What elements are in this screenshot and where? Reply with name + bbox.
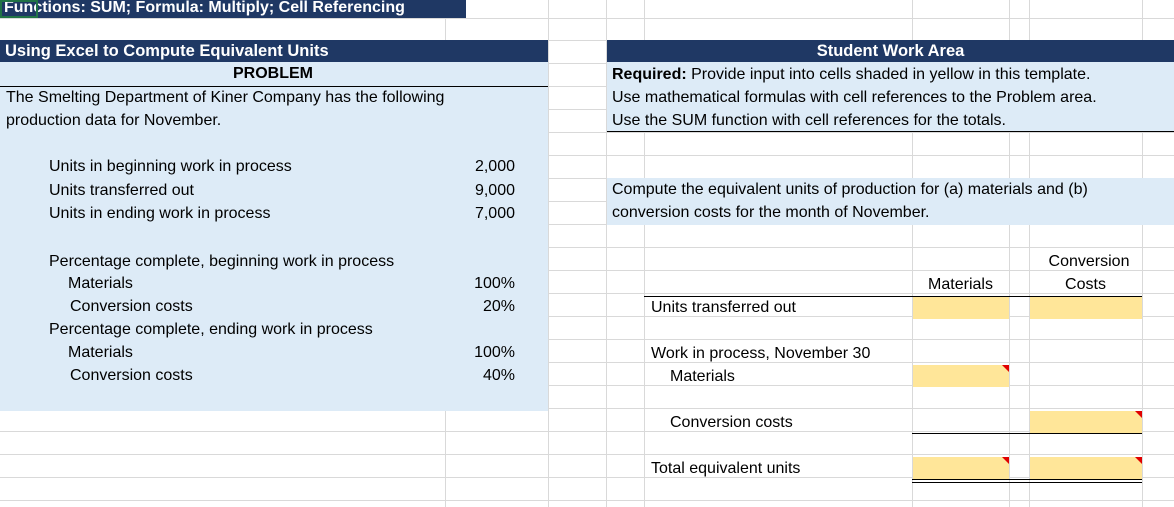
end-wip-value[interactable]: 7,000 bbox=[474, 205, 515, 222]
instructions-underline bbox=[607, 131, 1174, 132]
total-double-underline-bottom bbox=[912, 482, 1142, 483]
total-double-underline-top bbox=[912, 479, 1142, 480]
active-cell-selection[interactable] bbox=[0, 0, 38, 18]
end-materials-label: Materials bbox=[68, 344, 133, 361]
begin-materials-label: Materials bbox=[68, 275, 133, 292]
gridline bbox=[0, 454, 1174, 455]
gridline bbox=[0, 500, 1174, 501]
end-materials-value[interactable]: 100% bbox=[474, 344, 515, 361]
end-conversion-label: Conversion costs bbox=[70, 367, 193, 384]
begin-conversion-value[interactable]: 20% bbox=[482, 298, 515, 315]
required-line bbox=[612, 65, 1090, 85]
input-total-materials[interactable] bbox=[913, 457, 1009, 479]
instructions-line3: Use the SUM function with cell references for the totals. bbox=[612, 112, 1006, 129]
input-transferred-conversion[interactable] bbox=[1030, 297, 1142, 319]
comment-indicator[interactable] bbox=[1135, 457, 1142, 464]
instructions-line2: Use mathematical formulas with cell references to the Problem area. bbox=[612, 89, 1097, 106]
student-header: Student Work Area bbox=[816, 42, 965, 60]
col-header-materials: Materials bbox=[928, 276, 993, 293]
required-label: Required: bbox=[612, 66, 687, 83]
pct-begin-label: Percentage complete, beginning work in process bbox=[49, 253, 395, 270]
problem-subheader: PROBLEM bbox=[233, 65, 313, 82]
compute-line2: conversion costs for the month of November. bbox=[612, 204, 930, 221]
comment-indicator[interactable] bbox=[1135, 411, 1142, 418]
required-text: Provide input into cells shaded in yellow in this template. bbox=[686, 66, 1091, 83]
row-wip-label: Work in process, November 30 bbox=[651, 345, 871, 362]
gridline bbox=[0, 431, 1174, 432]
gridline bbox=[0, 18, 1174, 19]
col-header-conversion-line1: Conversion bbox=[1048, 253, 1130, 270]
transferred-label: Units transferred out bbox=[49, 182, 194, 199]
input-wip-materials[interactable] bbox=[913, 365, 1009, 387]
input-transferred-materials[interactable] bbox=[913, 297, 1009, 319]
begin-materials-value[interactable]: 100% bbox=[474, 275, 515, 292]
comment-indicator[interactable] bbox=[1002, 365, 1009, 372]
transferred-value[interactable]: 9,000 bbox=[474, 182, 515, 199]
row-total-label: Total equivalent units bbox=[651, 460, 801, 477]
row-units-transferred-label: Units transferred out bbox=[651, 299, 796, 316]
input-total-conversion[interactable] bbox=[1030, 457, 1142, 479]
compute-line1: Compute the equivalent units of production for (a) materials and (b) bbox=[612, 181, 1088, 198]
end-wip-label: Units in ending work in process bbox=[49, 205, 271, 222]
gridline bbox=[548, 0, 549, 507]
col-header-conversion-line2: Costs bbox=[1065, 276, 1106, 293]
row-wip-materials-label: Materials bbox=[670, 368, 735, 385]
row-wip-conversion-label: Conversion costs bbox=[670, 414, 793, 431]
problem-header: Using Excel to Compute Equivalent Units bbox=[5, 42, 329, 60]
end-conversion-value[interactable]: 40% bbox=[482, 367, 515, 384]
begin-wip-value[interactable]: 2,000 bbox=[474, 158, 515, 175]
begin-wip-label: Units in beginning work in process bbox=[49, 158, 292, 175]
input-wip-conversion[interactable] bbox=[1030, 411, 1142, 433]
subtotal-underline bbox=[912, 433, 1142, 434]
problem-description-line2: production data for November. bbox=[6, 112, 222, 129]
problem-description-line1: The Smelting Department of Kiner Company has the following bbox=[6, 89, 445, 106]
comment-indicator[interactable] bbox=[1002, 457, 1009, 464]
begin-conversion-label: Conversion costs bbox=[70, 298, 193, 315]
pct-end-label: Percentage complete, ending work in process bbox=[49, 321, 373, 338]
problem-subheader-underline bbox=[0, 86, 548, 87]
title-bar-text: Functions: SUM; Formula: Multiply; Cell Referencing bbox=[4, 0, 405, 16]
